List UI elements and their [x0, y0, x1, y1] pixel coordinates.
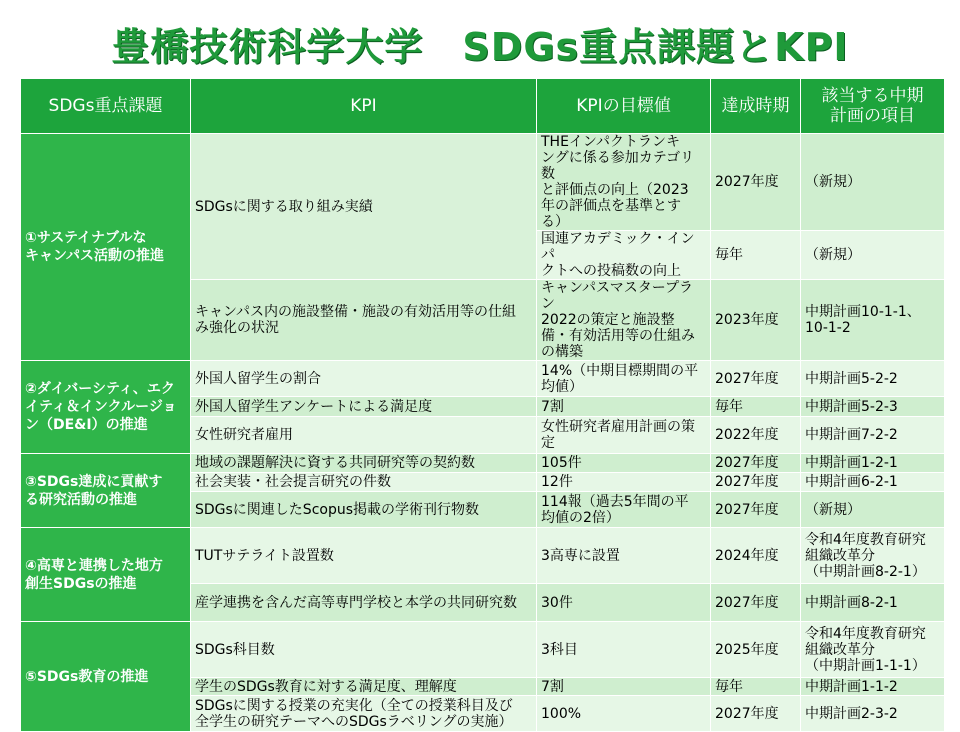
kpi-cell: SDGsに関する授業の充実化（全ての授業科目及び 全学生の研究テーマへのSDGsラベリングの実施）: [191, 696, 537, 732]
period-cell: 2022年度: [711, 417, 801, 454]
kpi-cell: 社会実装・社会提言研究の件数: [191, 473, 537, 492]
target-cell: 3科目: [537, 622, 711, 678]
period-cell: 2024年度: [711, 528, 801, 584]
kpi-cell: SDGsに関する取り組み実績: [191, 134, 537, 280]
plan-cell: 中期計画6-2-1: [801, 473, 945, 492]
header-target: KPIの目標値: [537, 79, 711, 134]
period-cell: 毎年: [711, 678, 801, 696]
category-cell: ①サステイナブルな キャンパス活動の推進: [21, 134, 191, 361]
period-cell: 毎年: [711, 397, 801, 417]
kpi-cell: 地域の課題解決に資する共同研究等の契約数: [191, 454, 537, 473]
plan-cell: 令和4年度教育研究 組織改革分 （中期計画1-1-1）: [801, 622, 945, 678]
period-cell: 2025年度: [711, 622, 801, 678]
kpi-cell: 外国人留学生アンケートによる満足度: [191, 397, 537, 417]
period-cell: 2027年度: [711, 361, 801, 397]
plan-cell: （新規）: [801, 492, 945, 528]
kpi-cell: 外国人留学生の割合: [191, 361, 537, 397]
plan-cell: 中期計画1-1-2: [801, 678, 945, 696]
table-row: [21, 134, 945, 231]
kpi-cell: 女性研究者雇用: [191, 417, 537, 454]
target-cell: 114報（過去5年間の平 均値の2倍）: [537, 492, 711, 528]
plan-cell: 中期計画2-3-2: [801, 696, 945, 732]
period-cell: 2023年度: [711, 280, 801, 361]
period-cell: 2027年度: [711, 492, 801, 528]
category-cell: ④高専と連携した地方 創生SDGsの推進: [21, 528, 191, 622]
kpi-cell: キャンパス内の施設整備・施設の有効活用等の仕組 み強化の状況: [191, 280, 537, 361]
kpi-cell: TUTサテライト設置数: [191, 528, 537, 584]
target-cell: 7割: [537, 397, 711, 417]
header-row: [21, 79, 945, 134]
category-cell: ②ダイバーシティ、エク イティ＆インクルージョ ン（DE&I）の推進: [21, 361, 191, 454]
target-cell: キャンパスマスタープラン 2022の策定と施設整 備・有効活用等の仕組み の構築: [537, 280, 711, 361]
period-cell: 2027年度: [711, 696, 801, 732]
header-kpi: KPI: [191, 79, 537, 134]
plan-cell: 中期計画5-2-3: [801, 397, 945, 417]
category-cell: ③SDGs達成に貢献す る研究活動の推進: [21, 454, 191, 528]
plan-cell: （新規）: [801, 134, 945, 231]
header-plan: 該当する中期 計画の項目: [801, 79, 945, 134]
table-row: [21, 454, 945, 473]
plan-cell: 中期計画1-2-1: [801, 454, 945, 473]
table-row: [21, 622, 945, 678]
target-cell: 国連アカデミック・インパ クトへの投稿数の向上: [537, 231, 711, 280]
kpi-cell: SDGs科目数: [191, 622, 537, 678]
table-row: [21, 528, 945, 584]
table-row: [21, 361, 945, 397]
period-cell: 2027年度: [711, 584, 801, 622]
period-cell: 2027年度: [711, 134, 801, 231]
page-title: 豊橋技術科学大学 SDGs重点課題とKPI: [111, 25, 849, 69]
target-cell: 14%（中期目標期間の平 均値）: [537, 361, 711, 397]
kpi-cell: 産学連携を含んだ高等専門学校と本学の共同研究数: [191, 584, 537, 622]
target-cell: 100%: [537, 696, 711, 732]
target-cell: 7割: [537, 678, 711, 696]
plan-cell: 中期計画5-2-2: [801, 361, 945, 397]
plan-cell: 令和4年度教育研究 組織改革分 （中期計画8-2-1）: [801, 528, 945, 584]
period-cell: 2027年度: [711, 473, 801, 492]
plan-cell: 中期計画7-2-2: [801, 417, 945, 454]
header-period: 達成時期: [711, 79, 801, 134]
period-cell: 2027年度: [711, 454, 801, 473]
target-cell: 12件: [537, 473, 711, 492]
kpi-table: [20, 78, 945, 732]
kpi-cell: 学生のSDGs教育に対する満足度、理解度: [191, 678, 537, 696]
target-cell: 105件: [537, 454, 711, 473]
category-cell: ⑤SDGs教育の推進: [21, 622, 191, 732]
target-cell: 女性研究者雇用計画の策 定: [537, 417, 711, 454]
header-sdgs-issue: SDGs重点課題: [21, 79, 191, 134]
target-cell: 3高専に設置: [537, 528, 711, 584]
plan-cell: 中期計画10-1-1、 10-1-2: [801, 280, 945, 361]
plan-cell: （新規）: [801, 231, 945, 280]
target-cell: 30件: [537, 584, 711, 622]
target-cell: THEインパクトランキ ングに係る参加カテゴリ数 と評価点の向上（2023 年の評価点を基準とす る）: [537, 134, 711, 231]
plan-cell: 中期計画8-2-1: [801, 584, 945, 622]
period-cell: 毎年: [711, 231, 801, 280]
kpi-cell: SDGsに関連したScopus掲載の学術刊行物数: [191, 492, 537, 528]
